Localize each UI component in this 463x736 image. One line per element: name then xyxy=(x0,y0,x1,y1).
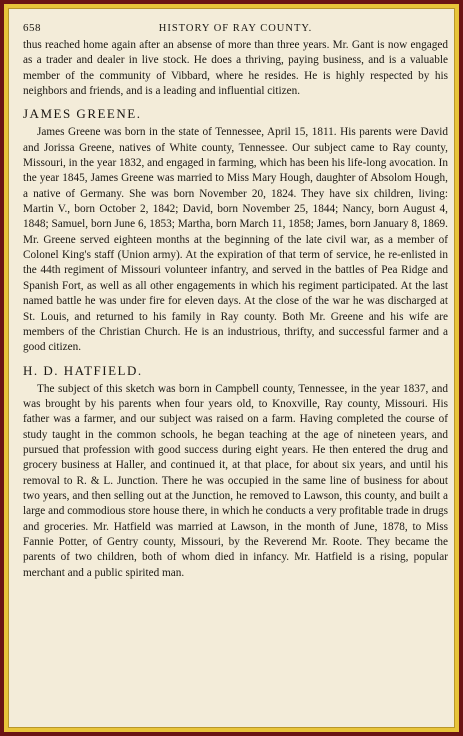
section-heading-hatfield: H. D. HATFIELD. xyxy=(23,362,143,378)
paragraph-gant-continued: thus reached home again after an absense of more than three years. Mr. Gant is now engaged as a trader and dealer in live stock. He does a thriving, paying business, and is a valuable member of the community of Vibbard, where he resides. He is highly respected by his neighbors and friends, and is a leading and influential citizen. xyxy=(23,39,448,98)
running-title: HISTORY OF RAY COUNTY. xyxy=(158,23,313,34)
paragraph-hatfield: The subject of this sketch was born in Campbell county, Tennessee, in the year 1837, and was brought by his parents when four years old, to Knoxville, Ray county, Missouri. His father was a farmer, and our subject was raised on a farm. Having completed the course of study taught in the common schools, he began teaching at the age of nineteen years, and pursued that profession with good success during eight years. He then entered the drug and grocery business at Haller, and continued it, at that place, for about six years, and until his removal to R. & L. Junction. There he was occupied in the same line of business for about two years, and then selling out at the Junction, he removed to Lawson, this county, and built a large and commodious store house there, in which he conducts a very profitable trade in drugs and groceries. Mr. Hatfield was married at Lawson, in the month of June, 1878, to Miss Fannie Potter, of Gentry county, Missouri, by the Reverend Mr. Roote. They became the parents of two children, both of whom died in infancy. Mr. Hatfield is a rising, popular merchant and a public spirited man. xyxy=(23,382,448,579)
paragraph-james-greene: James Greene was born in the state of Tennessee, April 15, 1811. His parents were David and Jorissa Greene, natives of White county, Tennessee. Our subject came to Ray county, Missouri, in the year 1832, and engaged in farming, which has been his life-long avocation. In the year 1845, James Greene was married to Miss Mary Hough, daughter of Absolom Hough, a native of Germany. She was born November 20, 1824. They have six children, living: Martin V., born October 2, 1842; David, born November 25, 1844; Nancy, born August 4, 1848; Samuel, born June 6, 1853; Martha, born March 11, 1858; James, born January 8, 1869. Mr. Greene served eighteen months at the beginning of the late civil war, as a member of Colonel King's staff (Union army). At the expiration of that term of service, he re-enlisted in the 44th regiment of Missouri volunteer infantry, and served in the battles of Pea Ridge and Spanish Fort, as well as all other engagements in which his regiment participated. At the last named battle he was under fire for eleven days. At the close of the war he was discharged at St. Louis, and returned to his family in Ray county. Both Mr. Greene and his wife are members of the Christian Church. He is an industrious, thrifty, and successful farmer and a good citizen. xyxy=(23,126,448,354)
page-frame xyxy=(4,4,459,732)
section-heading-james-greene: JAMES GREENE. xyxy=(23,106,142,122)
page-body xyxy=(23,38,448,581)
book-page xyxy=(23,22,448,722)
page-number: 658 xyxy=(23,22,41,34)
page-header xyxy=(23,22,448,38)
